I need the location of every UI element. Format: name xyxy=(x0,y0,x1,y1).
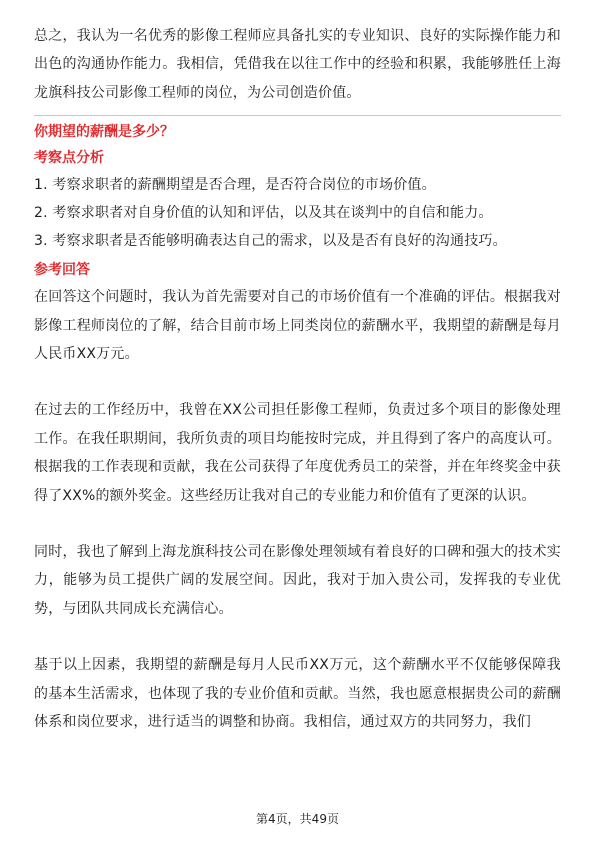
answer-paragraph-3: 同时，我也了解到上海龙旗科技公司在影像处理领域有着良好的口碑和强大的技术实力，能够为员工提供广阔的发展空间。因此，我对于加入贵公司，发挥我的专业优势，与团队共同成长充满信心。 xyxy=(34,544,561,617)
section-divider xyxy=(34,115,561,116)
answer-paragraph-4: 基于以上因素，我期望的薪酬是每月人民币XX万元，这个薪酬水平不仅能够保障我的基本生活需求，也体现了我的专业价值和贡献。当然，我也愿意根据贵公司的薪酬体系和岗位要求，进行适当的调整和协商。我相信，通过双方的共同努力，我们 xyxy=(34,657,561,731)
analysis-list xyxy=(34,171,561,255)
answer-paragraph-1: 在回答这个问题时，我认为首先需要对自己的市场价值有一个准确的评估。根据我对影像工程师岗位的了解，结合目前市场上同类岗位的薪酬水平，我期望的薪酬是每月人民币XX万元。 xyxy=(34,289,561,363)
paragraph-gap xyxy=(34,510,561,538)
interview-question-title: 你期望的薪酬是多少？ xyxy=(34,124,174,141)
answer-paragraph-2: 在过去的工作经历中，我曾在XX公司担任影像工程师，负责过多个项目的影像处理工作。在我任职期间，我所负责的项目均能按时完成，并且得到了客户的高度认可。根据我的工作表现和贡献，我在公司获得了年度优秀员工的荣誉，并在年终奖金中获得了XX%的额外奖金。这些经历让我对自己的专业能力和价值有了更深的认识。 xyxy=(34,402,561,504)
intro-conclusion-paragraph: 总之，我认为一名优秀的影像工程师应具备扎实的专业知识、良好的实际操作能力和出色的沟通协作能力。我相信，凭借我在以往工作中的经验和积累，我能够胜任上海龙旗科技公司影像工程师的岗位，为公司创造价值。 xyxy=(34,28,561,101)
analysis-heading: 考察点分析 xyxy=(34,150,104,167)
analysis-item: 2. 考察求职者对自身价值的认知和评估，以及其在谈判中的自信和能力。 xyxy=(34,205,493,222)
analysis-item: 1. 考察求职者的薪酬期望是否合理，是否符合岗位的市场价值。 xyxy=(34,177,436,194)
analysis-item: 3. 考察求职者是否能够明确表达自己的需求，以及是否有良好的沟通技巧。 xyxy=(34,233,507,250)
page-content xyxy=(34,22,561,737)
paragraph-gap xyxy=(34,368,561,396)
page-number-footer: 第4页，共49页 xyxy=(256,812,339,826)
paragraph-gap xyxy=(34,623,561,651)
answer-heading: 参考回答 xyxy=(34,262,90,279)
